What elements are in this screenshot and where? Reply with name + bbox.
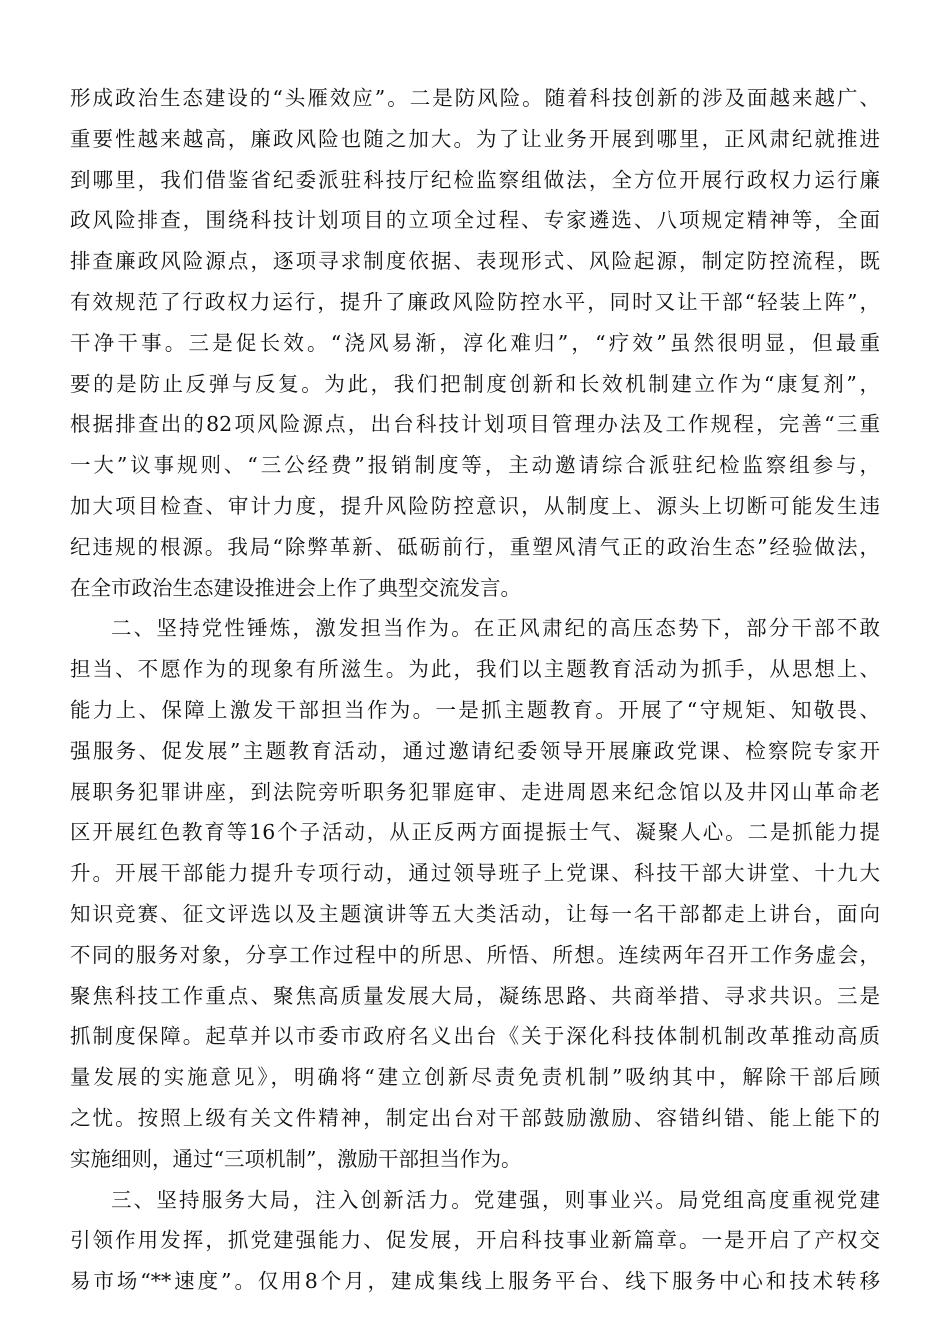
text-line: 之忧。按照上级有关文件精神，制定出台对干部鼓励激励、容错纠错、能上能下的 [70,1105,880,1130]
paragraph-heading-line: 三、坚持服务大局，注入创新活力。党建强，则事业兴。局党组高度重视党建 [111,1187,880,1212]
text-line: 政风险排查，围绕科技计划项目的立项全过程、专家遴选、八项规定精神等，全面 [70,208,880,233]
text-line: 区开展红色教育等16个子活动，从正反两方面提振士气、凝聚人心。二是抓能力提 [70,820,880,845]
text-line: 排查廉政风险源点，逐项寻求制度依据、表现形式、风险起源，制定防控流程，既 [70,249,880,274]
text-line: 加大项目检查、审计力度，提升风险防控意识，从制度上、源头上切断可能发生违 [70,493,880,518]
text-line: 到哪里，我们借鉴省纪委派驻科技厅纪检监察组做法，全方位开展行政权力运行廉 [70,167,880,192]
text-line: 在全市政治生态建设推进会上作了典型交流发言。 [70,575,521,600]
text-line: 能力上、保障上激发干部担当作为。一是抓主题教育。开展了“守规矩、知敬畏、 [70,697,880,722]
text-line: 要的是防止反弹与反复。为此，我们把制度创新和长效机制建立作为“康复剂”， [70,371,880,396]
document-body [70,78,880,1302]
text-line: 干净干事。三是促长效。“浇风易渐，淳化难归”，“疗效”虽然很明显，但最重 [70,330,880,355]
text-line: 不同的服务对象，分享工作过程中的所思、所悟、所想。连续两年召开工作务虚会， [70,942,880,967]
text-line: 易市场“**速度”。仅用8个月，建成集线上服务平台、线下服务中心和技术转移 [70,1269,880,1294]
text-line: 展职务犯罪讲座，到法院旁听职务犯罪庭审、走进周恩来纪念馆以及井冈山革命老 [70,779,880,804]
text-line: 重要性越来越高，廉政风险也随之加大。为了让业务开展到哪里，正风肃纪就推进 [70,126,880,151]
paragraph-heading-line: 二、坚持党性锤炼，激发担当作为。在正风肃纪的高压态势下，部分干部不敢 [111,616,880,641]
text-line: 量发展的实施意见》，明确将“建立创新尽责免责机制”吸纳其中，解除干部后顾 [70,1065,880,1090]
paragraph-serve-overall [70,1180,880,1302]
text-line: 纪违规的根源。我局“除弊革新、砥砺前行，重塑风清气正的政治生态”经验做法， [70,534,880,559]
text-line: 知识竞赛、征文评选以及主题演讲等五大类活动，让每一名干部都走上讲台，面向 [70,901,880,926]
paragraph-risk-prevention [70,78,880,608]
text-line: 强服务、促发展”主题教育活动，通过邀请纪委领导开展廉政党课、检察院专家开 [70,738,880,763]
text-line: 根据排查出的82项风险源点，出台科技计划项目管理办法及工作规程，完善“三重 [70,412,880,437]
text-line: 引领作用发挥，抓党建强能力、促发展，开启科技事业新篇章。一是开启了产权交 [70,1228,880,1253]
text-line: 聚焦科技工作重点、聚焦高质量发展大局，凝练思路、共商举措、寻求共识。三是 [70,983,880,1008]
text-line: 担当、不愿作为的现象有所滋生。为此，我们以主题教育活动为抓手，从思想上、 [70,657,880,682]
text-line: 实施细则，通过“三项机制”，激励干部担当作为。 [70,1146,522,1171]
text-line: 抓制度保障。起草并以市委市政府名义出台《关于深化科技体制机制改革推动高质 [70,1024,880,1049]
text-line: 有效规范了行政权力运行，提升了廉政风险防控水平，同时又让干部“轻装上阵”， [70,289,880,314]
paragraph-party-spirit [70,608,880,1179]
text-line: 形成政治生态建设的“头雁效应”。二是防风险。随着科技创新的涉及面越来越广、 [70,86,880,110]
text-line: 一大”议事规则、“三公经费”报销制度等，主动邀请综合派驻纪检监察组参与， [70,453,880,478]
text-line: 升。开展干部能力提升专项行动，通过领导班子上党课、科技干部大讲堂、十九大 [70,861,880,886]
